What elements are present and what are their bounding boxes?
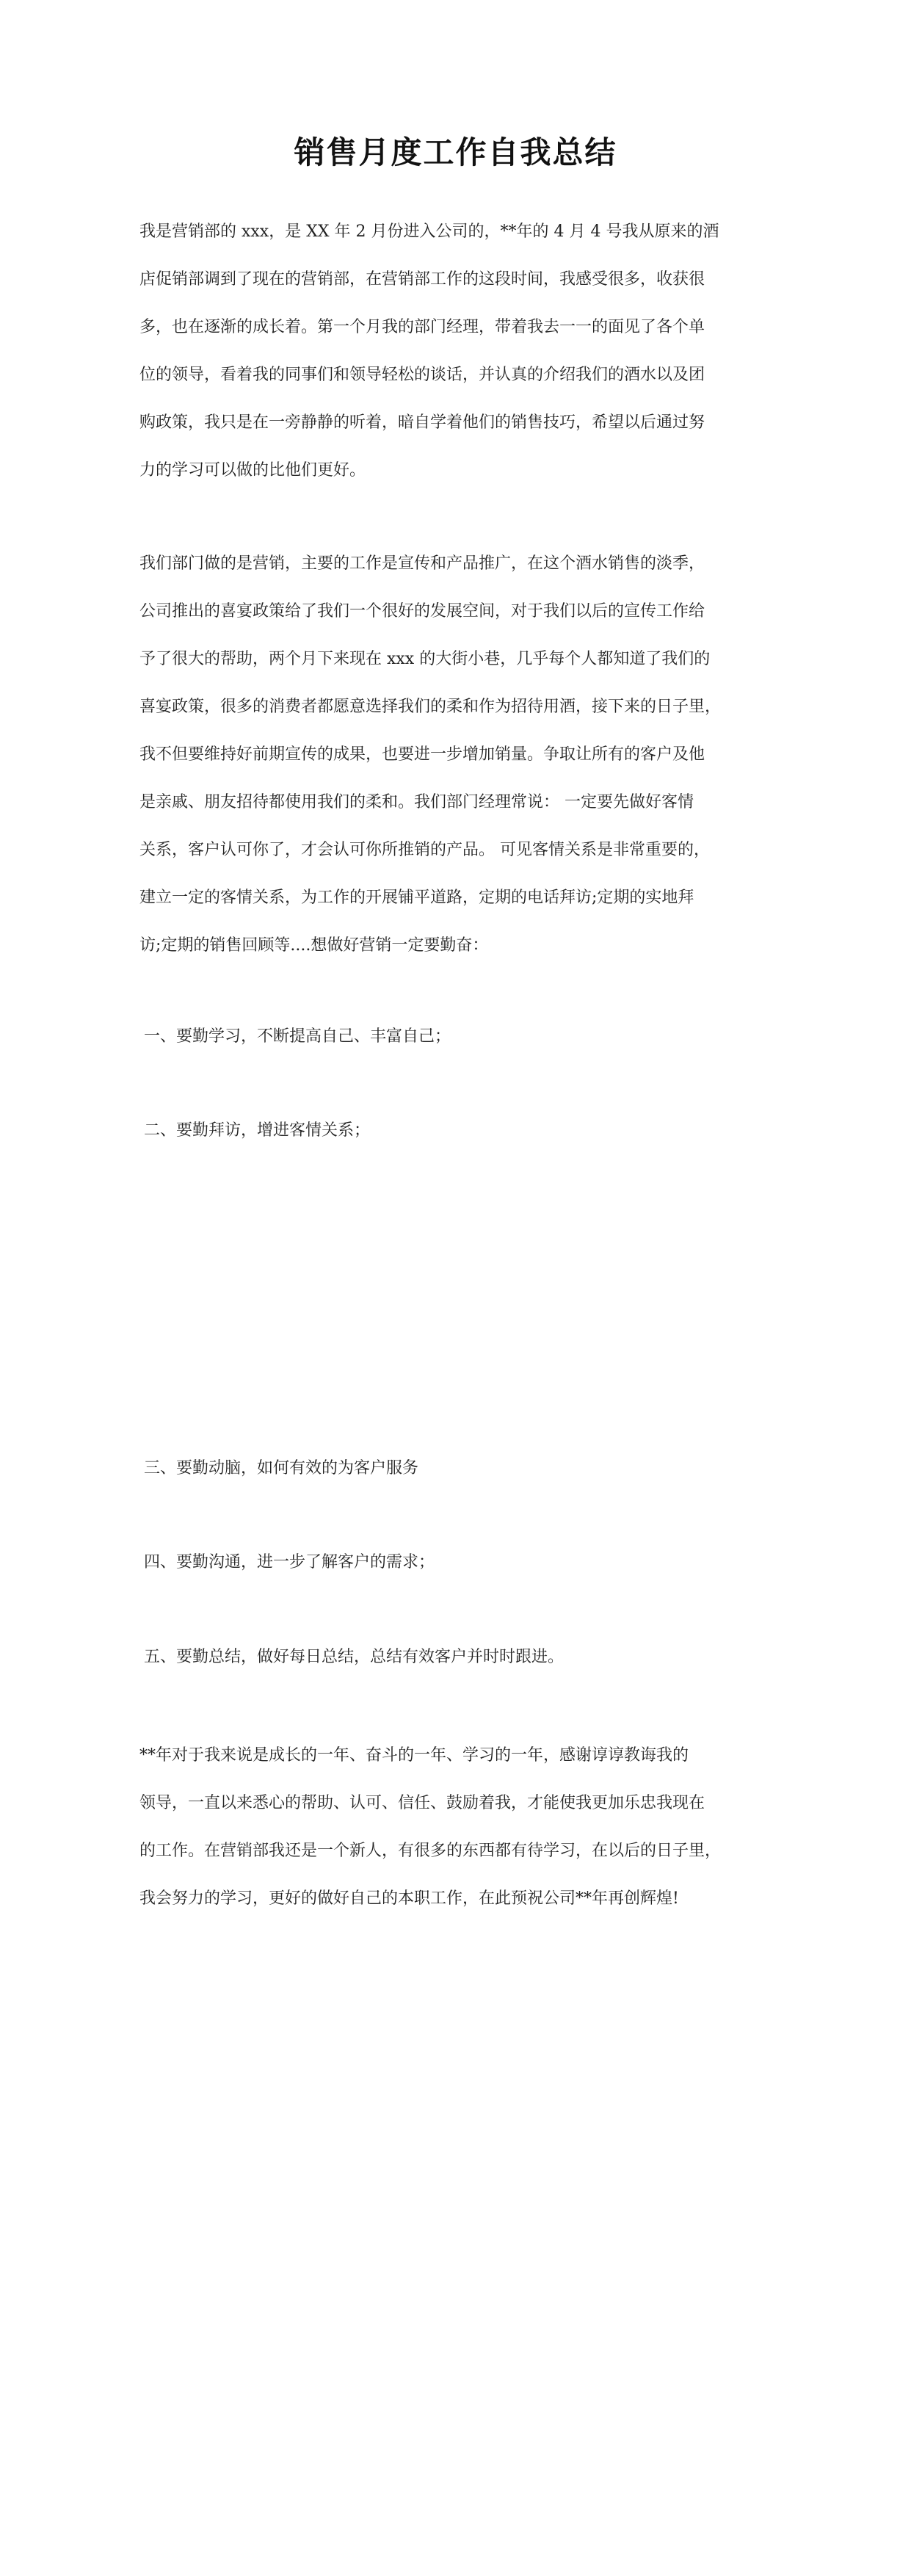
list-item: 二、要勤拜访，增进客情关系； xyxy=(144,1121,371,1140)
paragraph-line: 店促销部调到了现在的营销部，在营销部工作的这段时间，我感受很多，收获很 xyxy=(139,270,705,289)
list-item: 一、要勤学习，不断提高自己、丰富自己； xyxy=(144,1027,451,1046)
paragraph-line: 力的学习可以做的比他们更好。 xyxy=(139,461,366,480)
paragraph-line: 的工作。在营销部我还是一个新人，有很多的东西都有待学习，在以后的日子里， xyxy=(139,1842,722,1860)
paragraph-line: 我会努力的学习，更好的做好自己的本职工作，在此预祝公司**年再创辉煌! xyxy=(139,1889,679,1908)
paragraph-department xyxy=(139,540,778,969)
paragraph-line: 购政策，我只是在一旁静静的听着，暗自学着他们的销售技巧，希望以后通过努 xyxy=(139,413,705,432)
paragraph-line: 关系，客户认可你了，才会认可你所推销的产品。 可见客情关系是非常重要的， xyxy=(139,841,710,859)
paragraph-line: 予了很大的帮助，两个月下来现在 xxx 的大街小巷，几乎每个人都知道了我们的 xyxy=(139,650,711,668)
list-item: 五、要勤总结，做好每日总结，总结有效客户并时时跟进。 xyxy=(144,1648,565,1666)
paragraph-line: 我们部门做的是营销，主要的工作是宣传和产品推广，在这个酒水销售的淡季， xyxy=(139,554,705,573)
paragraph-line: 我是营销部的 xxx，是 XX 年 2 月份进入公司的，**年的 4 月 4 号我从原来的酒 xyxy=(139,222,719,241)
paragraph-line: 喜宴政策，很多的消费者都愿意选择我们的柔和作为招待用酒，接下来的日子里， xyxy=(139,698,722,716)
list-item: 四、要勤沟通，进一步了解客户的需求； xyxy=(144,1553,435,1571)
paragraph-conclusion xyxy=(139,1732,778,1922)
paragraph-line: 访;定期的销售回顾等....想做好营销一定要勤奋： xyxy=(139,936,489,955)
paragraph-line: 我不但要维持好前期宣传的成果，也要进一步增加销量。争取让所有的客户及他 xyxy=(139,745,705,764)
paragraph-line: 位的领导，看着我的同事们和领导轻松的谈话，并认真的介绍我们的酒水以及团 xyxy=(139,366,705,384)
paragraph-line: 公司推出的喜宴政策给了我们一个很好的发展空间，对于我们以后的宣传工作给 xyxy=(139,602,705,621)
paragraph-line: 建立一定的客情关系，为工作的开展铺平道路，定期的电话拜访;定期的实地拜 xyxy=(139,889,694,907)
document-title: 销售月度工作自我总结 xyxy=(294,134,617,171)
paragraph-line: 领导，一直以来悉心的帮助、认可、信任、鼓励着我，才能使我更加乐忠我现在 xyxy=(139,1794,705,1812)
paragraph-line: 是亲戚、朋友招待都使用我们的柔和。我们部门经理常说： 一定要先做好客情 xyxy=(139,793,694,811)
paragraph-line: **年对于我来说是成长的一年、奋斗的一年、学习的一年，感谢谆谆教诲我的 xyxy=(139,1746,689,1765)
list-item: 三、要勤动脑，如何有效的为客户服务 xyxy=(144,1459,419,1477)
paragraph-intro xyxy=(139,208,778,494)
paragraph-line: 多，也在逐渐的成长着。第一个月我的部门经理，带着我去一一的面见了各个单 xyxy=(139,318,705,336)
